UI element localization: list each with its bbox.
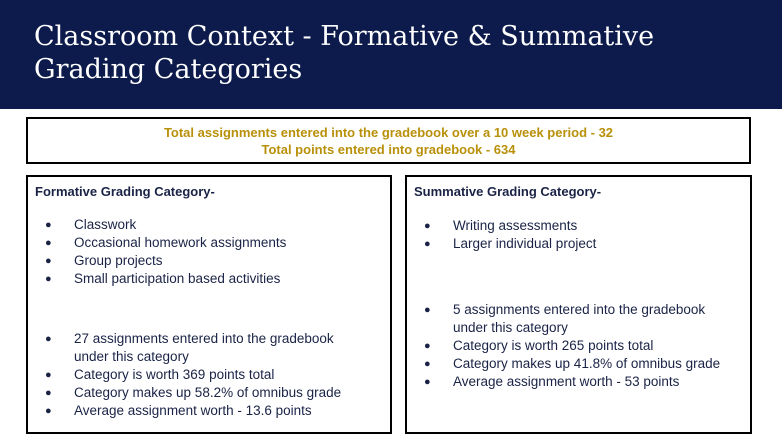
summative-stats-list (407, 301, 723, 391)
slide-title (34, 20, 754, 86)
bullet-icon: ● (424, 340, 431, 352)
list-item: ● Category makes up 41.8% of omnibus grade (424, 356, 721, 371)
bullet-icon: ● (45, 387, 52, 399)
bullet-icon: ● (45, 237, 52, 249)
list-item: ● Group projects (45, 253, 163, 268)
list-item: ● Category is worth 265 points total (424, 338, 654, 353)
list-item: ● Larger individual project (424, 236, 597, 251)
formative-heading: Formative Grading Category- (35, 184, 215, 199)
slide-title-line-2: Grading Categories (34, 54, 303, 85)
summative-category-panel (405, 175, 752, 434)
list-item: ● Small participation based activities (45, 271, 281, 286)
bullet-icon: ● (424, 238, 431, 250)
bullet-icon: ● (45, 405, 52, 417)
list-item: ● Occasional homework assignments (45, 235, 287, 250)
formative-category-panel (26, 175, 392, 434)
summative-heading: Summative Grading Category- (414, 184, 602, 199)
total-assignments-text: Total assignments entered into the gradebook over a 10 week period - 32 (163, 124, 614, 140)
title-banner (0, 0, 782, 109)
summative-activities-list (407, 217, 596, 253)
bullet-icon: ● (424, 376, 431, 388)
list-item: ● Average assignment worth - 13.6 points (45, 403, 312, 418)
formative-stats-list (28, 330, 348, 420)
bullet-icon: ● (45, 219, 52, 231)
slide-title-line-1: Classroom Context - Formative & Summative (34, 21, 655, 52)
bullet-icon: ● (45, 333, 52, 345)
list-item: ● Category makes up 58.2% of omnibus grade (45, 385, 342, 400)
total-points-text: Total points entered into gradebook - 634 (261, 141, 516, 157)
bullet-icon: ● (45, 369, 52, 381)
bullet-icon: ● (424, 358, 431, 370)
formative-activities-list (28, 216, 286, 288)
list-item: ● Average assignment worth - 53 points (424, 374, 680, 389)
gradebook-summary-box (26, 117, 751, 164)
bullet-icon: ● (424, 304, 431, 316)
list-item: ● Classwork (45, 217, 137, 232)
list-item: ● Writing assessments (424, 218, 578, 233)
list-item: ● Category is worth 369 points total (45, 367, 275, 382)
bullet-icon: ● (424, 220, 431, 232)
bullet-icon: ● (45, 273, 52, 285)
list-item: ● 27 assignments entered into the gradebook under this category (45, 331, 334, 364)
list-item: ● 5 assignments entered into the gradebook under this category (424, 302, 706, 335)
bullet-icon: ● (45, 255, 52, 267)
